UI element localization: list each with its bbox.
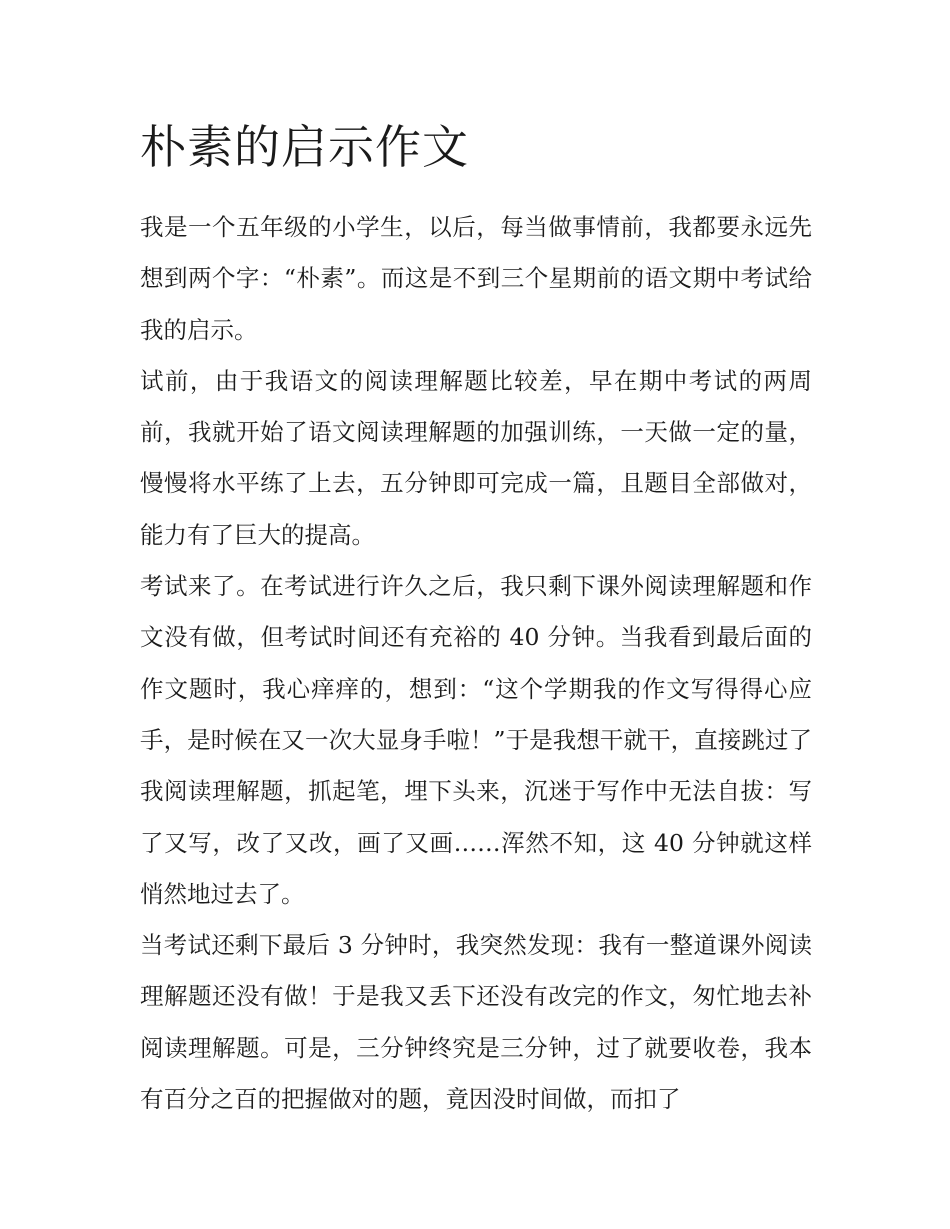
paragraph-4: 当考试还剩下最后 3 分钟时，我突然发现：我有一整道课外阅读理解题还没有做！于是我又丢下还没有改完的作文，匆忙地去补阅读理解题。可是，三分钟终究是三分钟，过了就要收卷，我本有百分之百的把握做对的题，竟因没时间做，而扣了 [140,931,812,1114]
document-title: 朴素的启示作文 [140,120,469,174]
paragraph-2: 试前，由于我语文的阅读理解题比较差，早在期中考试的两周前，我就开始了语文阅读理解题的加强训练，一天做一定的量，慢慢将水平练了上去，五分钟即可完成一篇，且题目全部做对，能力有了巨大的提高。 [140,366,812,549]
paragraph-3: 考试来了。在考试进行许久之后，我只剩下课外阅读理解题和作文没有做，但考试时间还有充裕的 40 分钟。当我看到最后面的作文题时，我心痒痒的，想到：“这个学期我的作文写得得心应手，是时候在又一次大显身手啦！”于是我想干就干，直接跳过了我阅读理解题，抓起笔，埋下头来，沉迷于写作中无法自拔：写了又写，改了又改，画了又画……浑然不知，这 40 分钟就这样悄然地过去了。 [140,572,812,908]
paragraph-1: 我是一个五年级的小学生，以后，每当做事情前，我都要永远先想到两个字：“朴素”。而这是不到三个星期前的语文期中考试给我的启示。 [140,213,812,344]
document-page [140,112,812,1125]
